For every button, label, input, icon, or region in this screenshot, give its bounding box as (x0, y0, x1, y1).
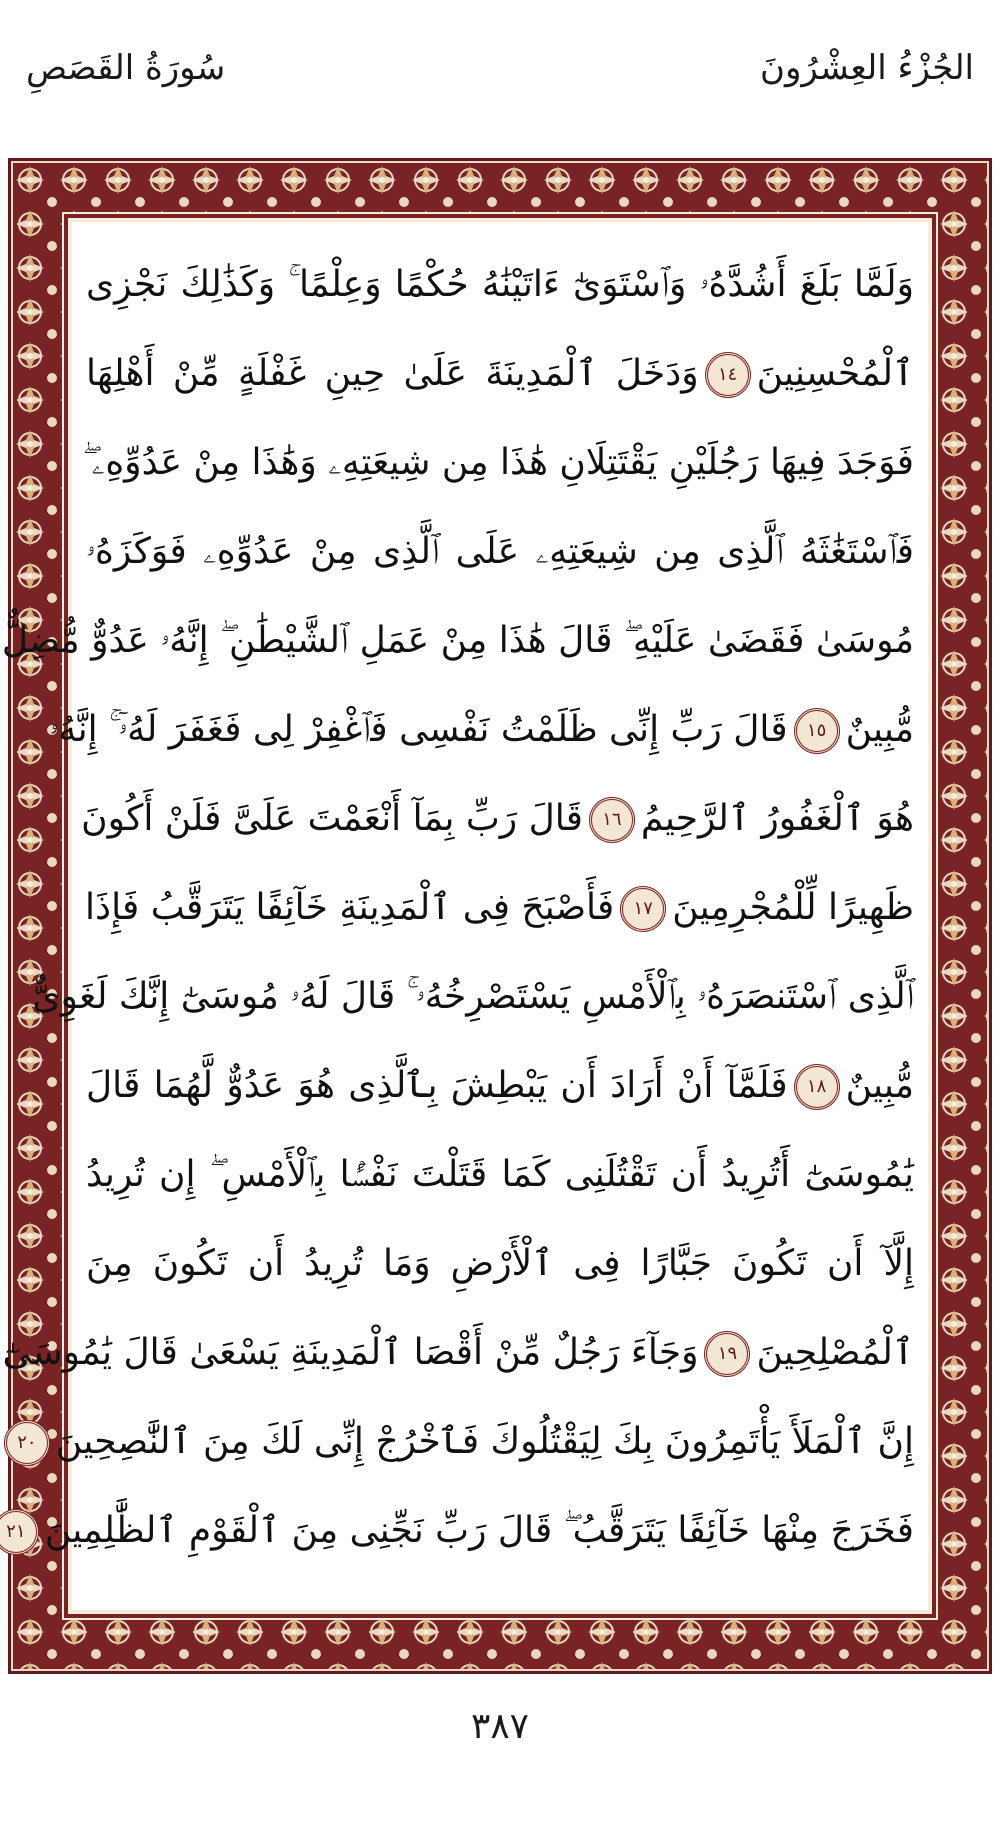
verse-text: فَخَرَجَ مِنْهَا خَآئِفًا يَتَرَقَّبُ ۖ قَالَ رَبِّ نَجِّنِى مِنَ ٱلْقَوْمِ ٱلظَّٰلِمِينَ (44, 1510, 914, 1551)
text-line (86, 863, 914, 952)
ayah-number-marker: ١٧ (620, 886, 666, 932)
verse-text: قَالَ رَبِّ إِنِّى ظَلَمْتُ نَفْسِى فَٱغْفِرْ لِى فَغَفَرَ لَهُۥٓ ۚ إِنَّهُۥ (49, 709, 788, 750)
ayah-number-marker: ٢١ (0, 1509, 39, 1555)
text-line (86, 507, 914, 596)
text-line (86, 240, 914, 329)
ayah-number-marker: ٢٠ (4, 1420, 50, 1466)
ayah-number-marker: ١٥ (794, 708, 840, 754)
verse-text: وَلَمَّا بَلَغَ أَشُدَّهُۥ وَٱسْتَوَىٰٓ ءَاتَيْنَٰهُ حُكْمًا وَعِلْمًا ۚ وَكَذَٰلِكَ نَجْزِى (86, 264, 914, 305)
ayah-number-marker: ١٩ (704, 1331, 750, 1377)
verse-text: ٱلَّذِى ٱسْتَنصَرَهُۥ بِٱلْأَمْسِ يَسْتَصْرِخُهُۥ ۚ قَالَ لَهُۥ مُوسَىٰٓ إِنَّكَ لَغَوِىٌّ (32, 976, 914, 1017)
text-area (1, 222, 928, 1610)
verse-text: فَأَصْبَحَ فِى ٱلْمَدِينَةِ خَآئِفًا يَتَرَقَّبُ فَإِذَا (85, 887, 615, 928)
verse-text: مُوسَىٰ فَقَضَىٰ عَلَيْهِ ۖ قَالَ هَٰذَا مِنْ عَمَلِ ٱلشَّيْطَٰنِ ۖ إِنَّهُۥ عَدُوٌّ مُّضِلٌّ (1, 620, 914, 661)
verse-text: وَدَخَلَ ٱلْمَدِينَةَ عَلَىٰ حِينِ غَفْلَةٍ مِّنْ أَهْلِهَا (86, 353, 699, 394)
text-line (1, 596, 914, 685)
verse-text: فَلَمَّآ أَنْ أَرَادَ أَن يَبْطِشَ بِٱلَّذِى هُوَ عَدُوٌّ لَّهُمَا قَالَ (86, 1065, 788, 1106)
text-line (49, 685, 914, 774)
juz-title: الجُزْءُ العِشْرُونَ (760, 48, 974, 88)
verse-text: وَجَآءَ رَجُلٌ مِّنْ أَقْصَا ٱلْمَدِينَةِ يَسْعَىٰ قَالَ يَٰمُوسَىٰٓ (2, 1332, 699, 1373)
text-line (86, 1219, 914, 1308)
page-number: ٣٨٧ (470, 1706, 529, 1747)
ayah-number-marker: ١٦ (589, 797, 635, 843)
ayah-number-marker: ١٨ (794, 1064, 840, 1110)
page-header (26, 38, 974, 98)
text-line (86, 329, 914, 418)
verse-text: هُوَ ٱلْغَفُورُ ٱلرَّحِيمُ (640, 798, 914, 839)
verse-text: ٱلْمُصْلِحِينَ (756, 1332, 914, 1373)
verse-text: فَٱسْتَغَٰثَهُ ٱلَّذِى مِن شِيعَتِهِۦ عَلَى ٱلَّذِى مِنْ عَدُوِّهِۦ فَوَكَزَهُۥ (86, 531, 914, 572)
verse-text: قَالَ رَبِّ بِمَآ أَنْعَمْتَ عَلَىَّ فَلَنْ أَكُونَ (81, 798, 583, 839)
verse-text: مُّبِينٌ (845, 709, 914, 750)
text-line (32, 952, 914, 1041)
ornamental-frame (1, 158, 992, 1674)
surah-title: سُورَةُ القَصَصِ (26, 48, 226, 88)
text-line (2, 1308, 914, 1397)
text-line (6, 1486, 914, 1575)
verse-text: ٱلْمُحْسِنِينَ (756, 353, 914, 394)
verse-text: إِنَّ ٱلْمَلَأَ يَأْتَمِرُونَ بِكَ لِيَقْتُلُوكَ فَٱخْرُجْ إِنِّى لَكَ مِنَ ٱلنَّٰصِحِينَ (55, 1421, 914, 1462)
text-line (17, 1397, 914, 1486)
verse-text: مُّبِينٌ (845, 1065, 914, 1106)
verse-text: ظَهِيرًا لِّلْمُجْرِمِينَ (672, 887, 914, 928)
verse-text: إِلَّآ أَن تَكُونَ جَبَّارًا فِى ٱلْأَرْضِ وَمَا تُرِيدُ أَن تَكُونَ مِنَ (86, 1243, 914, 1284)
text-line (81, 774, 914, 863)
text-line (86, 1130, 914, 1219)
text-line (82, 418, 914, 507)
ayah-number-marker: ١٤ (705, 352, 751, 398)
verse-text: فَوَجَدَ فِيهَا رَجُلَيْنِ يَقْتَتِلَانِ هَٰذَا مِن شِيعَتِهِۦ وَهَٰذَا مِنْ عَدُوِّهِۦ ۖ (82, 442, 914, 483)
text-line (86, 1041, 914, 1130)
verse-text: يَٰمُوسَىٰٓ أَتُرِيدُ أَن تَقْتُلَنِى كَمَا قَتَلْتَ نَفْسًۢا بِٱلْأَمْسِ ۖ إِن تُرِيدُ (86, 1154, 914, 1195)
